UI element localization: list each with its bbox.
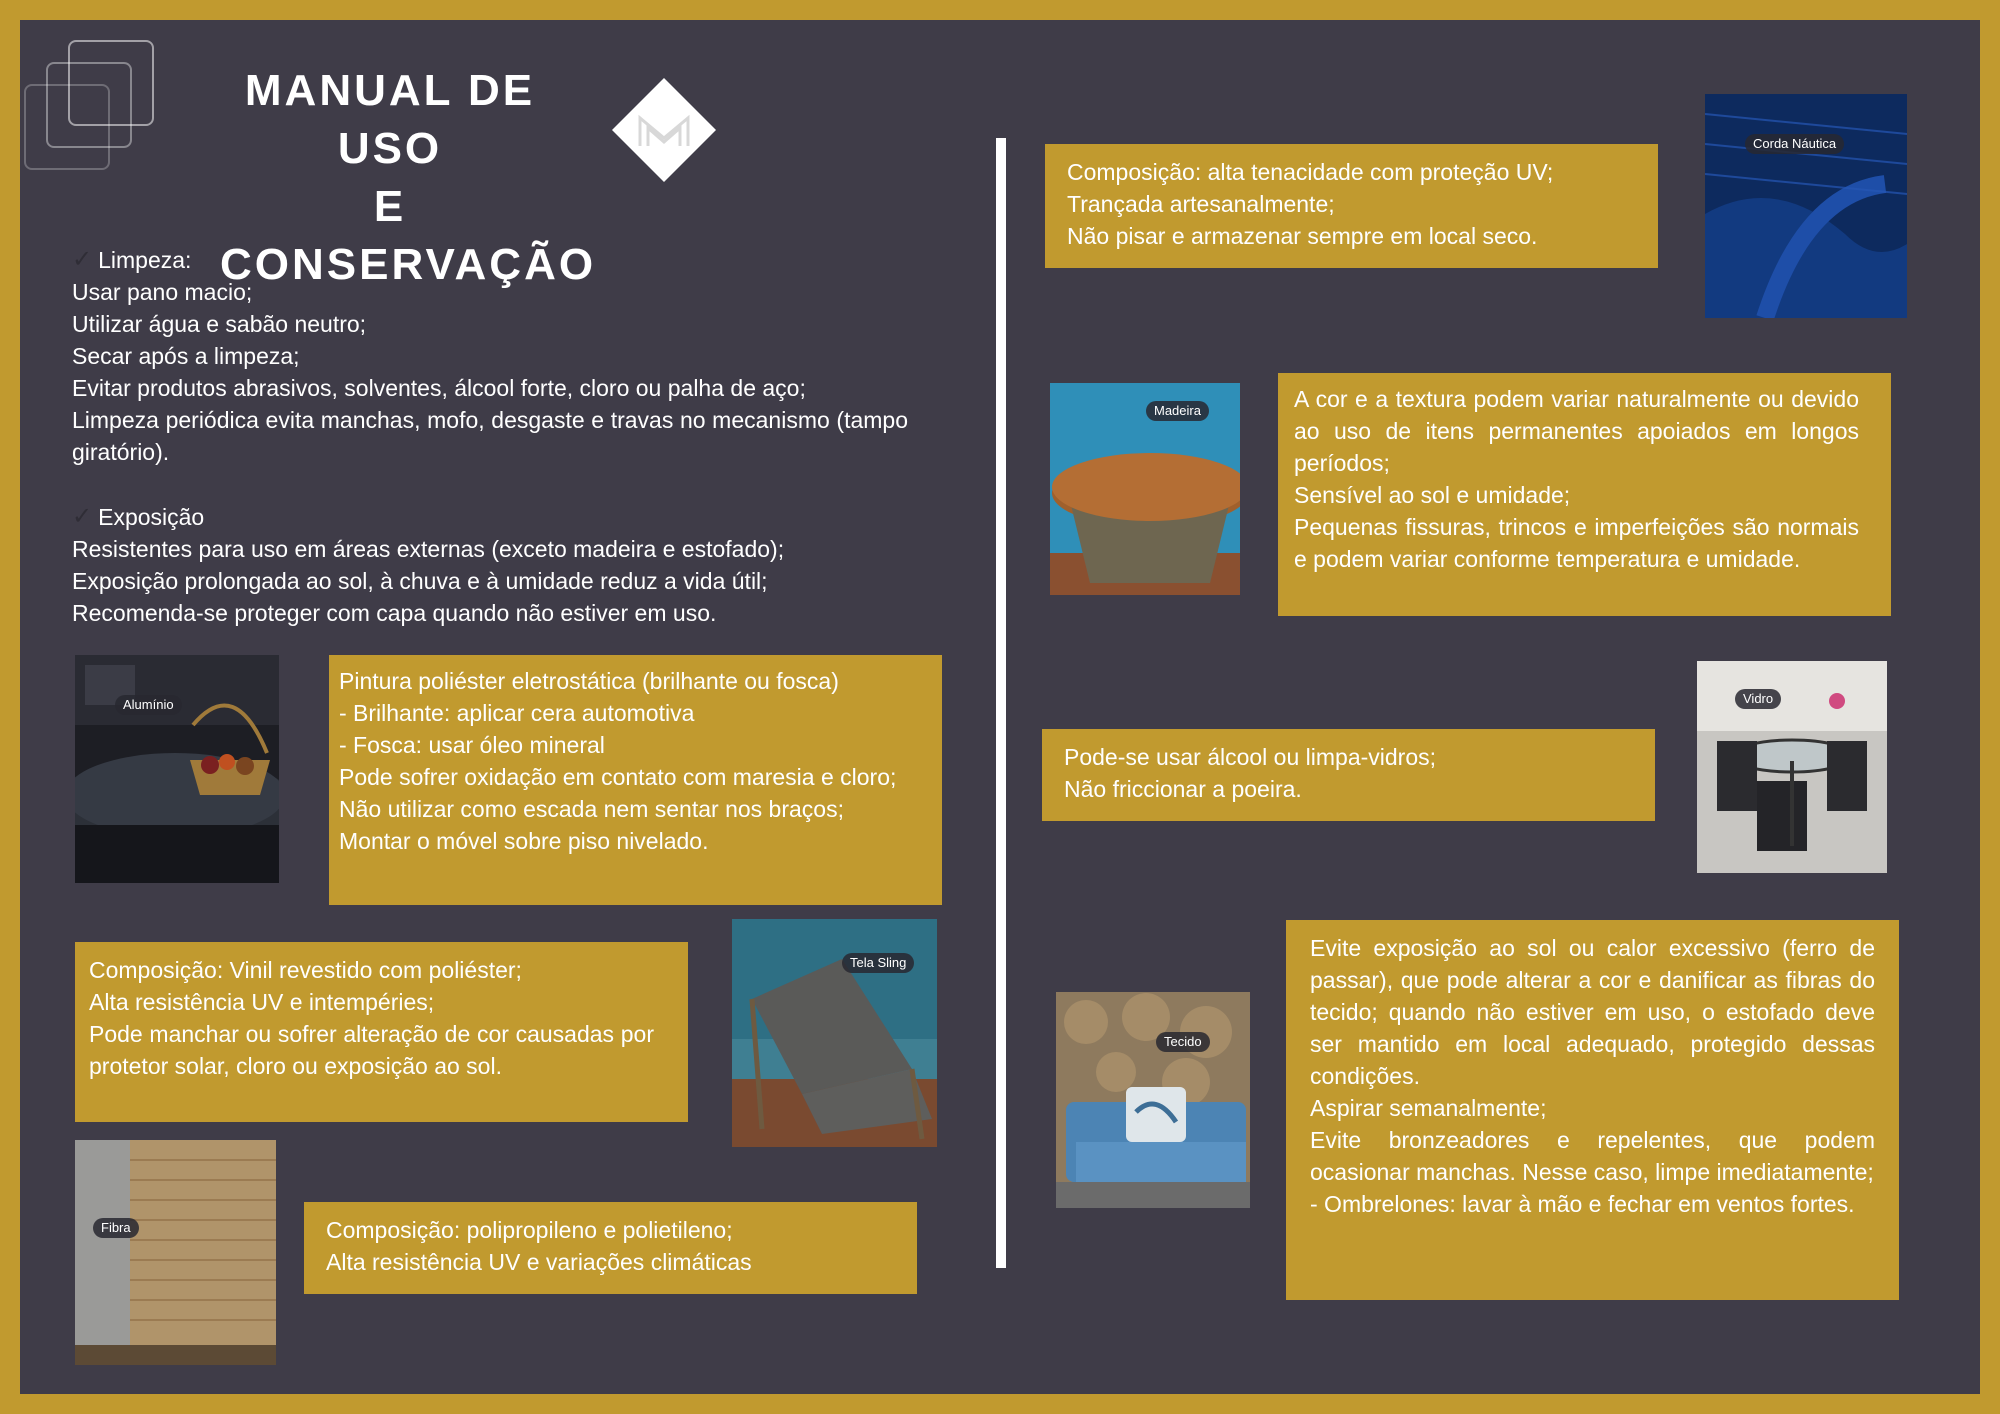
vidro-line: Não friccionar a poeira. — [1064, 776, 1302, 802]
exposicao-line: Resistentes para uso em áreas externas (exceto madeira e estofado); — [72, 536, 785, 562]
title-line-1: MANUAL DE USO — [244, 66, 536, 173]
tecido-photo — [1056, 992, 1250, 1208]
aluminio-line: - Fosca: usar óleo mineral — [339, 732, 605, 758]
tela-sling-info-box — [75, 942, 688, 1122]
check-icon: ✓ — [72, 503, 93, 530]
fibra-line: Alta resistência UV e variações climáticas — [326, 1249, 752, 1275]
tecido-line: - Ombrelones: lavar à mão e fechar em ventos fortes. — [1310, 1191, 1855, 1217]
madeira-line: A cor e a textura podem variar naturalmente ou devido ao uso de itens permanentes apoiados em longos períodos; — [1294, 386, 1859, 476]
aluminio-tag: Alumínio — [115, 695, 182, 715]
vidro-photo — [1697, 661, 1887, 873]
column-divider — [996, 138, 1006, 1268]
manual-page — [20, 20, 1980, 1394]
tela-sling-line: Pode manchar ou sofrer alteração de cor causadas por protetor solar, cloro ou exposição ao sol. — [89, 1021, 654, 1079]
corda-nautica-info-box — [1045, 144, 1658, 268]
aluminio-line: Não utilizar como escada nem sentar nos braços; — [339, 796, 844, 822]
madeira-tag: Madeira — [1146, 401, 1209, 421]
vidro-line: Pode-se usar álcool ou limpa-vidros; — [1064, 744, 1437, 770]
limpeza-line: Usar pano macio; — [72, 279, 253, 305]
tecido-line: Evite bronzeadores e repelentes, que podem ocasionar manchas. Nesse caso, limpe imediatamente; — [1310, 1127, 1875, 1185]
title-line-2: E CONSERVAÇÃO — [220, 182, 597, 289]
madeira-line: Pequenas fissuras, trincos e imperfeições são normais e podem variar conforme temperatura e umidade. — [1294, 514, 1859, 572]
limpeza-heading — [72, 244, 908, 276]
limpeza-line: Secar após a limpeza; — [72, 343, 300, 369]
fibra-line: Composição: polipropileno e polietileno; — [326, 1217, 733, 1243]
limpeza-line: Utilizar água e sabão neutro; — [72, 311, 367, 337]
corda-nautica-line: Composição: alta tenacidade com proteção UV; — [1067, 159, 1554, 185]
aluminio-line: Montar o móvel sobre piso nivelado. — [339, 828, 709, 854]
limpeza-line: Evitar produtos abrasivos, solventes, álcool forte, cloro ou palha de aço; — [72, 375, 806, 401]
tela-sling-line: Composição: Vinil revestido com poliéster; — [89, 957, 522, 983]
limpeza-line: Limpeza periódica evita manchas, mofo, desgaste e travas no mecanismo (tampo giratório). — [72, 407, 908, 465]
corda-nautica-line: Trançada artesanalmente; — [1067, 191, 1335, 217]
diamond-monogram-logo-icon — [612, 78, 716, 182]
limpeza-heading-label: Limpeza: — [98, 247, 192, 273]
corda-nautica-photo — [1705, 94, 1907, 318]
aluminio-line: Pintura poliéster eletrostática (brilhante ou fosca) — [339, 668, 839, 694]
corda-nautica-line: Não pisar e armazenar sempre em local seco. — [1067, 223, 1538, 249]
exposicao-heading — [72, 501, 932, 533]
corda-nautica-tag: Corda Náutica — [1745, 134, 1844, 154]
fibra-info-box — [304, 1202, 917, 1294]
check-icon: ✓ — [72, 246, 93, 273]
decorative-square — [24, 84, 110, 170]
vidro-info-box — [1042, 729, 1655, 821]
tela-sling-tag: Tela Sling — [842, 953, 914, 973]
exposicao-section — [72, 501, 932, 629]
tecido-line: Evite exposição ao sol ou calor excessivo (ferro de passar), que pode alterar a cor e danificar as fibras do tecido; quando não estiver em uso, o estofado deve ser mantido em local adequado, protegido dessas condições. — [1310, 935, 1875, 1089]
aluminio-line: Pode sofrer oxidação em contato com maresia e cloro; — [339, 764, 897, 790]
madeira-photo — [1050, 383, 1240, 595]
tecido-tag: Tecido — [1156, 1032, 1210, 1052]
exposicao-line: Exposição prolongada ao sol, à chuva e à umidade reduz a vida útil; — [72, 568, 768, 594]
madeira-line: Sensível ao sol e umidade; — [1294, 482, 1571, 508]
tecido-info-box — [1286, 920, 1899, 1300]
aluminio-photo — [75, 655, 279, 883]
tela-sling-photo — [732, 919, 937, 1147]
madeira-info-box — [1278, 373, 1891, 616]
aluminio-info-box — [329, 655, 942, 905]
exposicao-line: Recomenda-se proteger com capa quando não estiver em uso. — [72, 600, 717, 626]
fibra-photo — [75, 1140, 276, 1365]
tela-sling-line: Alta resistência UV e intempéries; — [89, 989, 435, 1015]
limpeza-section — [72, 244, 908, 468]
tecido-line: Aspirar semanalmente; — [1310, 1095, 1547, 1121]
vidro-tag: Vidro — [1735, 689, 1781, 709]
exposicao-heading-label: Exposição — [98, 504, 205, 530]
aluminio-line: - Brilhante: aplicar cera automotiva — [339, 700, 695, 726]
fibra-tag: Fibra — [93, 1218, 139, 1238]
